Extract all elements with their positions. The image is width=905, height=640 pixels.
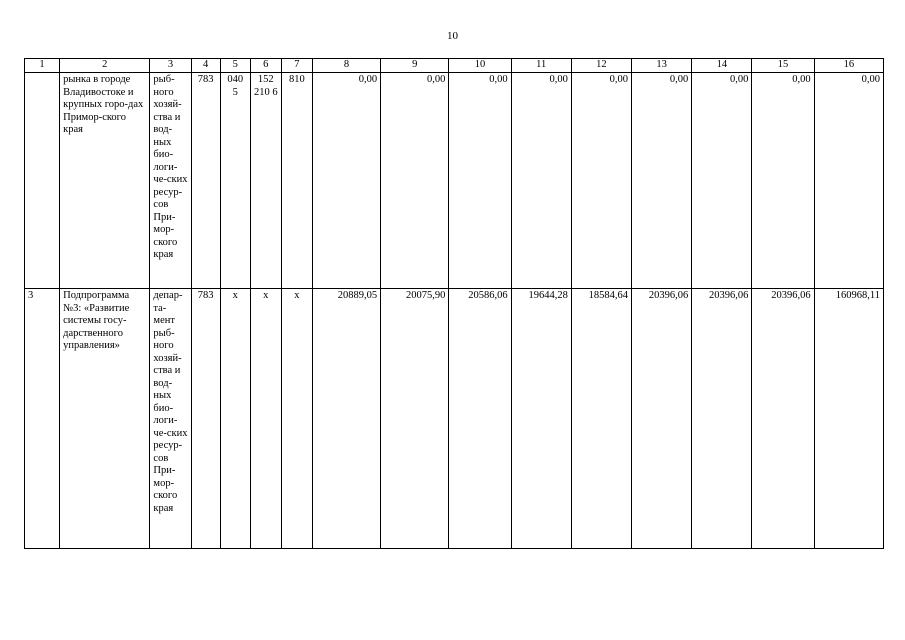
row-value: 160968,11 bbox=[814, 289, 883, 549]
column-header: 1 bbox=[25, 59, 60, 73]
row-value: 20396,06 bbox=[632, 289, 692, 549]
row-value: 0,00 bbox=[692, 73, 752, 289]
row-executor: рыб-ного хозяй-ства и вод-ных био-логи-че-ских ресур-сов При-мор-ского края bbox=[150, 73, 191, 289]
row-value: 0,00 bbox=[511, 73, 571, 289]
row-value: 0,00 bbox=[752, 73, 814, 289]
row-value: 0,00 bbox=[381, 73, 449, 289]
page-number: 10 bbox=[447, 30, 458, 42]
column-header: 15 bbox=[752, 59, 814, 73]
row-code-5: 040 5 bbox=[220, 73, 250, 289]
row-name: Подпрограмма №3: «Развитие системы госу-дарственного управления» bbox=[60, 289, 150, 549]
row-code-4: 783 bbox=[191, 289, 220, 549]
column-header: 11 bbox=[511, 59, 571, 73]
row-value: 0,00 bbox=[571, 73, 631, 289]
column-header: 10 bbox=[449, 59, 511, 73]
budget-table bbox=[24, 58, 884, 549]
row-value: 20586,06 bbox=[449, 289, 511, 549]
column-header: 13 bbox=[632, 59, 692, 73]
row-value: 20396,06 bbox=[752, 289, 814, 549]
row-value: 0,00 bbox=[449, 73, 511, 289]
column-header: 16 bbox=[814, 59, 883, 73]
row-index: 3 bbox=[25, 289, 60, 549]
row-value: 0,00 bbox=[312, 73, 380, 289]
row-value: 20396,06 bbox=[692, 289, 752, 549]
table-row bbox=[25, 289, 884, 549]
column-header: 7 bbox=[281, 59, 312, 73]
row-code-5: x bbox=[220, 289, 250, 549]
column-header: 14 bbox=[692, 59, 752, 73]
column-header: 12 bbox=[571, 59, 631, 73]
header-row bbox=[25, 59, 884, 73]
row-value: 20075,90 bbox=[381, 289, 449, 549]
row-code-6: 152 210 6 bbox=[250, 73, 281, 289]
row-value: 18584,64 bbox=[571, 289, 631, 549]
row-value: 0,00 bbox=[632, 73, 692, 289]
row-code-7: x bbox=[281, 289, 312, 549]
row-code-7: 810 bbox=[281, 73, 312, 289]
row-index bbox=[25, 73, 60, 289]
column-header: 4 bbox=[191, 59, 220, 73]
row-code-4: 783 bbox=[191, 73, 220, 289]
column-header: 2 bbox=[60, 59, 150, 73]
table-row bbox=[25, 73, 884, 289]
column-header: 8 bbox=[312, 59, 380, 73]
row-executor: депар-та-мент рыб-ного хозяй-ства и вод-ных био-логи-че-ских ресур-сов При-мор-ского края bbox=[150, 289, 191, 549]
column-header: 6 bbox=[250, 59, 281, 73]
row-value: 0,00 bbox=[814, 73, 883, 289]
column-header: 3 bbox=[150, 59, 191, 73]
row-value: 19644,28 bbox=[511, 289, 571, 549]
row-value: 20889,05 bbox=[312, 289, 380, 549]
row-code-6: x bbox=[250, 289, 281, 549]
column-header: 9 bbox=[381, 59, 449, 73]
column-header: 5 bbox=[220, 59, 250, 73]
row-name: рынка в городе Владивостоке и крупных горо-дах Примор-ского края bbox=[60, 73, 150, 289]
